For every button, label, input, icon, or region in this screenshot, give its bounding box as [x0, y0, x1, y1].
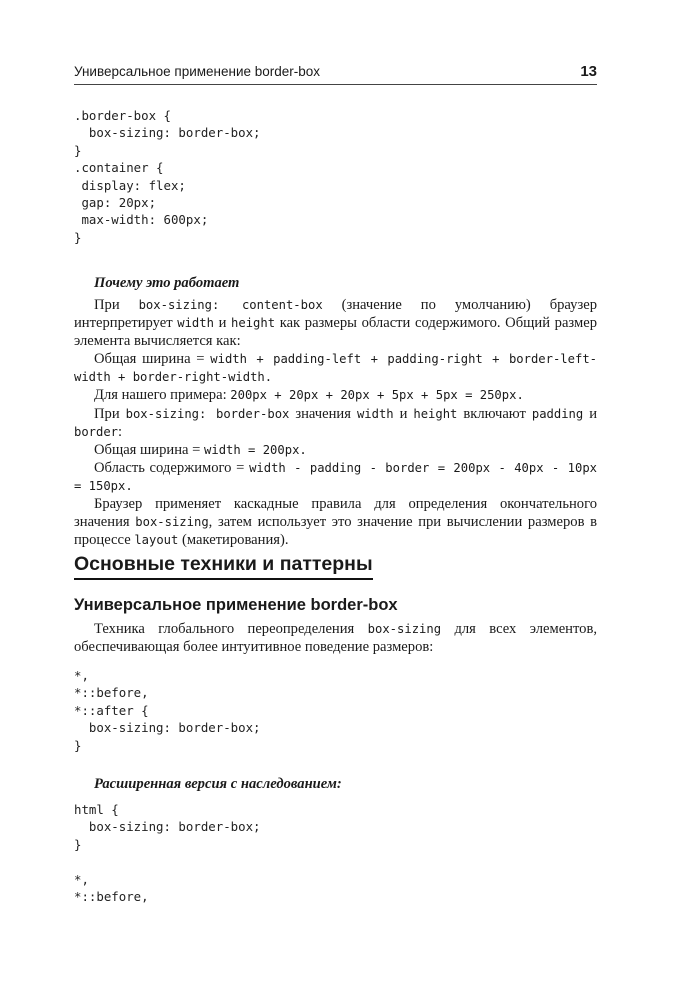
- code-line: .container {: [74, 160, 164, 176]
- page-number: 13: [580, 63, 597, 80]
- code-line: *::before,: [74, 685, 149, 701]
- subsection-intro: Техника глобального переопределения box-sizing для всех элементов, обеспечивающая более интуитивное поведение размеров:: [74, 621, 598, 656]
- paragraph-border-box: При box-sizing: border-box значения width и height включают padding и border:: [74, 405, 598, 440]
- formula-content-area: Область содержимого = width - padding - border = 200px - 40px - 10px = 150px.: [74, 459, 597, 493]
- running-head-title: Универсальное применение border-box: [74, 64, 321, 79]
- formula-total-width: Общая ширина = width + padding-left + padding-right + border-left-width + border-right-width.: [74, 351, 597, 385]
- code-line: }: [74, 229, 82, 245]
- code-line: *::before,: [74, 889, 149, 905]
- formula-total-width-border-box: Общая ширина = width = 200px.: [94, 441, 307, 458]
- code-block-inheritance: [74, 801, 597, 905]
- why-it-works-heading: Почему это работает: [94, 275, 240, 291]
- code-line: gap: 20px;: [74, 195, 157, 211]
- paragraph-content-box: При box-sizing: content-box (значение по умолчанию) браузер интерпретирует width и height как размеры области содержимого. Общий размер элемента вычисляется как:: [74, 297, 597, 350]
- code-line: }: [74, 142, 82, 158]
- paragraph-cascade: Браузер применяет каскадные правила для определения окончательного значения box-sizing, затем использует это значение при вычислении размеров в процессе layout (макетирования).: [74, 496, 598, 549]
- code-line: box-sizing: border-box;: [74, 125, 261, 141]
- why-it-works-body: [74, 296, 597, 549]
- code-line: box-sizing: border-box;: [74, 819, 261, 835]
- code-line: html {: [74, 802, 119, 817]
- subsection-heading: Универсальное применение border-box: [74, 596, 398, 614]
- code-line: max-width: 600px;: [74, 212, 209, 228]
- code-block-border-box: [74, 107, 597, 246]
- code-line: *,: [74, 668, 89, 683]
- code-line: *,: [74, 871, 89, 887]
- section-heading: Основные техники и паттерны: [74, 553, 373, 580]
- code-line: }: [74, 836, 82, 852]
- code-line: }: [74, 737, 82, 753]
- extended-version-heading: Расширенная версия с наследованием:: [94, 776, 342, 792]
- code-line: box-sizing: border-box;: [74, 720, 261, 736]
- running-head: [74, 64, 597, 85]
- code-line: .border-box {: [74, 108, 171, 123]
- code-line: *::after {: [74, 702, 149, 718]
- code-line: display: flex;: [74, 177, 186, 193]
- code-block-universal: [74, 667, 597, 754]
- example-calculation: Для нашего примера: 200px + 20px + 20px + 5px + 5px = 250px.: [94, 387, 524, 404]
